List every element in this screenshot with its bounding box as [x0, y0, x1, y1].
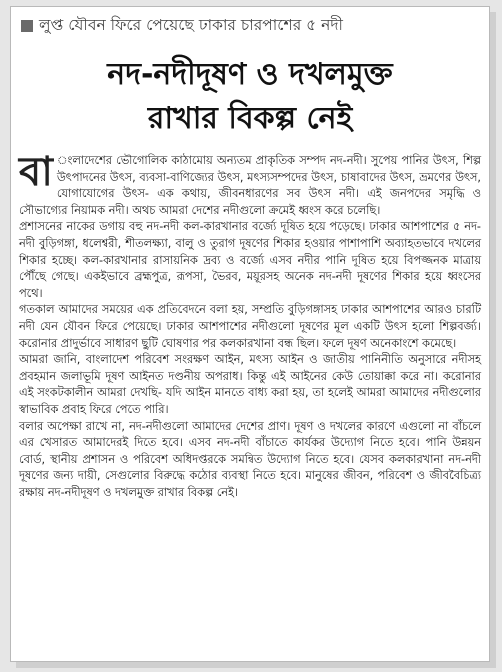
paragraph-5: বলার অপেক্ষা রাখে না, নদ-নদীগুলো আমাদের দেশের প্রাণ। দূষণ ও দখলের কারণে এগুলো না বাঁচলে এর খেসারত আমাদেরই দিতে হবে। এসব নদ-নদী বাঁচাতে কার্যকর উদ্যোগ নিতে হবে। পানি উন্নয়ন বোর্ড, স্থানীয় প্রশাসন ও পরিবেশ অধিদপ্তরকে সমন্বিত উদ্যোগ নিতে হবে। যেসব কলকারখানা নদ-নদী দূষণের জন্য দায়ী, সেগুলোর বিরুদ্ধে কঠোর ব্যবস্থা নিতে হবে। মানুষের জীবন, পরিবেশ ও জীববৈচিত্র্য রক্ষায় নদ-নদীদূষণ ও দখলমুক্ত রাখার বিকল্প নেই। [19, 419, 481, 499]
kicker-line [21, 15, 481, 35]
kicker-text: লুপ্ত যৌবন ফিরে পেয়েছে ঢাকার চারপাশের ৫ নদী [39, 16, 343, 34]
newspaper-clipping [10, 6, 490, 662]
headline-line-1: নদ-নদীদূষণ ও দখলমুক্ত [107, 57, 393, 92]
paragraph-1-text: ংলাদেশের ভৌগোলিক কাঠামোয় অন্যতম প্রাকৃতিক সম্পদ নদ-নদী। সুপেয় পানির উৎস, শিল্প উৎপাদনের উৎস, ব্যবসা-বাণিজ্যের উৎস, মৎস্যসম্পদের উৎস, চাষাবাদের উৎস, ভ্রমণের উৎস, যোগাযোগের উৎস- এক কথায়, জীবনধারণের সব উৎস নদী। এই জনপদের সমৃদ্ধি ও সৌভাগ্যের নিয়ামক নদী। অথচ আমরা দেশের নদীগুলো ক্রমেই ধ্বংস করে চলেছি। [19, 154, 481, 217]
paragraph-4: আমরা জানি, বাংলাদেশ পরিবেশ সংরক্ষণ আইন, মৎস্য আইন ও জাতীয় পানিনীতি অনুসারে নদীসহ প্রবহমান জলাভূমি দূষণ আইনত দণ্ডনীয় অপরাধ। কিন্তু এই আইনের কেউ তোয়াক্কা করে না। করোনার এই সংকটকালীন আমরা দেখছি- যদি আইন মানতে বাধ্য করা হয়, তা হলেই আমরা আমাদের নদীগুলোর স্বাভাবিক প্রবাহ ফিরে পেতে পারি। [19, 353, 481, 416]
article-body [19, 149, 481, 501]
square-bullet-icon [21, 20, 33, 32]
paragraph-1 [19, 149, 481, 219]
paragraph-3: গতকাল আমাদের সময়ের এক প্রতিবেদনে বলা হয়, সম্প্রতি বুড়িগঙ্গাসহ ঢাকার আশপাশের আরও চারটি নদী যেন যৌবন ফিরে পেয়েছে। ঢাকার আশপাশের নদীগুলো দূষণের মূল একটি উৎস হলো শিল্পবর্জ্য। করোনার প্রাদুর্ভাবে সাধারণ ছুটি ঘোষণার পর কলকারখানা বন্ধ ছিল। ফলে দূষণ অনেকাংশে কমেছে। [19, 303, 481, 350]
paragraph-2: প্রশাসনের নাকের ডগায় বহু নদ-নদী কল-কারখানার বর্জ্যে দূষিত হয়ে পড়েছে। ঢাকার আশপাশের ৫ নদ-নদী বুড়িগঙ্গা, ধলেশ্বরী, শীতলক্ষ্যা, বালু ও তুরাগ দূষণের শিকার হওয়ার পাশাপাশি অব্যাহতভাবে দখলের শিকার হচ্ছে। কল-কারখানার রাসায়নিক দ্রব্য ও বর্জ্যে এসব নদীর পানি দূষিত হয়ে বিপজ্জনক মাত্রায় পৌঁছে গেছে। একইভাবে ব্রহ্মপুত্র, রূপসা, ভৈরব, ময়ূরসহ অনেক নদ-নদী দূষণের শিকার হয়ে ধ্বংসের পথে। [19, 220, 481, 300]
headline [31, 53, 469, 141]
headline-line-2: রাখার বিকল্প নেই [147, 101, 353, 136]
drop-cap: বা [19, 149, 53, 195]
